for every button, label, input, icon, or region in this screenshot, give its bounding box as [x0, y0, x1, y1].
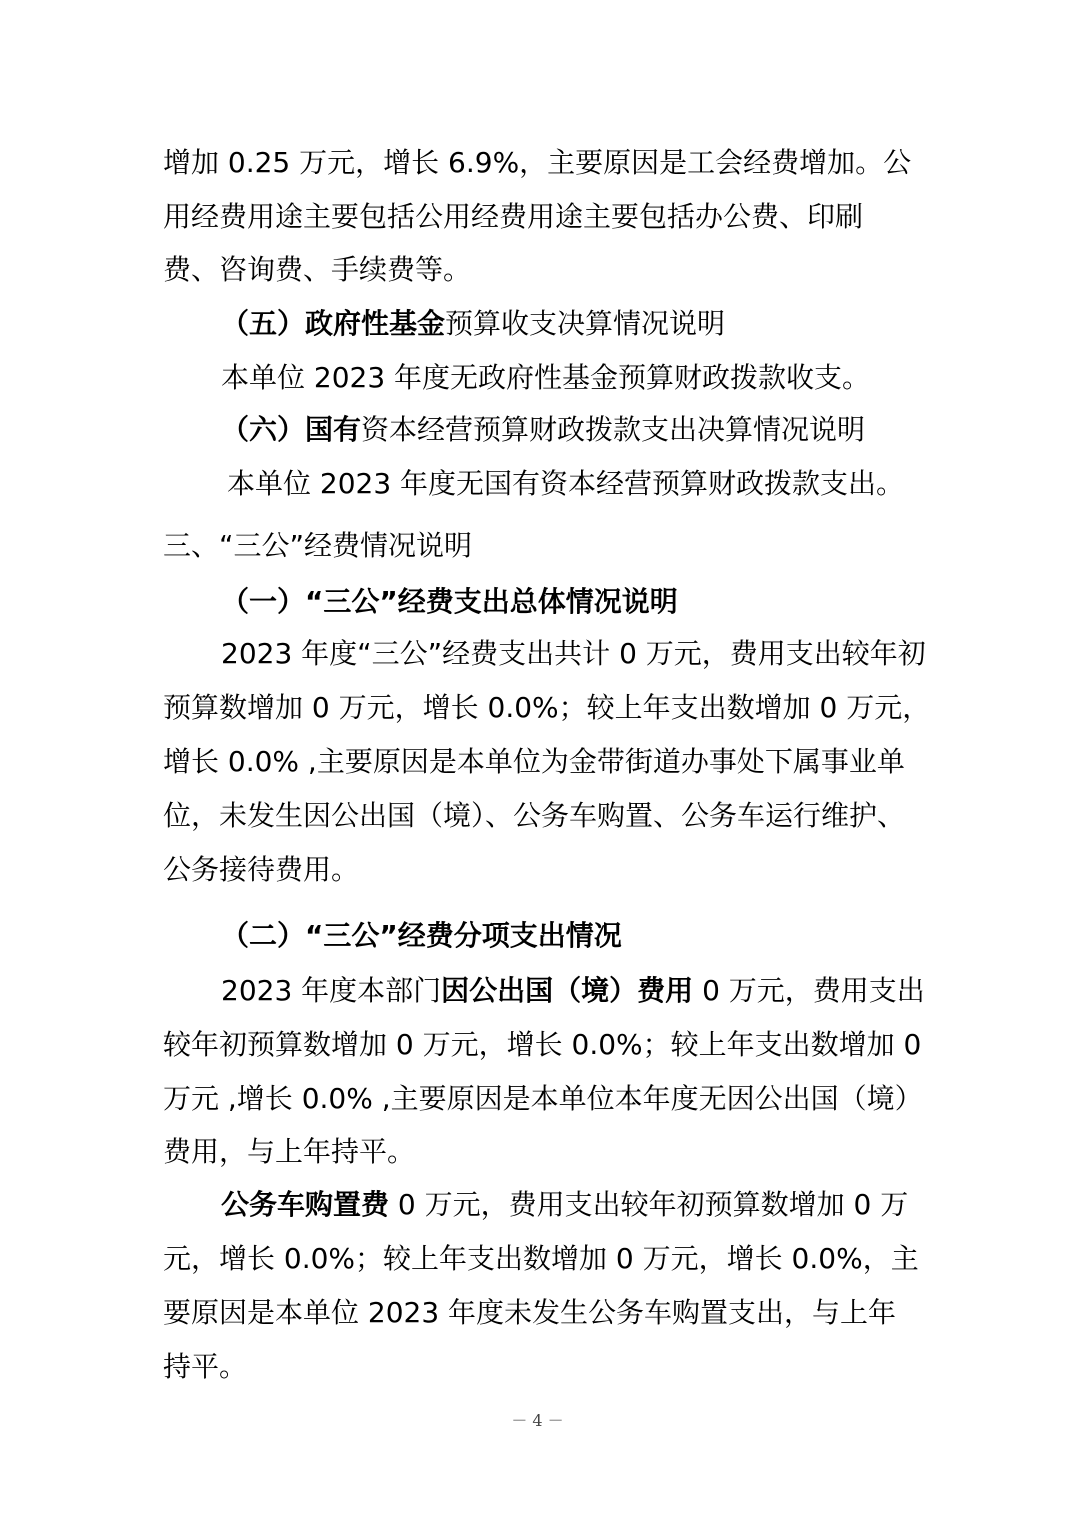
heading-bold-part: （六）国有	[221, 413, 362, 446]
paragraph-line: 本单位 2023 年度无政府性基金预算财政拨款收支。	[221, 361, 871, 394]
section-heading-6	[221, 412, 865, 448]
heading-rest-part: 预算收支决算情况说明	[445, 307, 726, 340]
paragraph-line: 增加 0.25 万元，增长 6.9%，主要原因是工会经费增加。公	[163, 146, 912, 179]
heading-bold-part: （五）政府性基金	[221, 307, 446, 340]
paragraph-line: 万元 ,增长 0.0% ,主要原因是本单位本年度无因公出国（境）	[163, 1082, 923, 1115]
bold-term: 因公出国（境）费用	[441, 974, 694, 1007]
paragraph-line: 用经费用途主要包括公用经费用途主要包括办公费、印刷	[163, 200, 864, 233]
section-heading-5	[221, 306, 725, 342]
paragraph-line: 要原因是本单位 2023 年度未发生公务车购置支出，与上年	[163, 1296, 897, 1329]
section-heading-3: 三、“三公”经费情况说明	[163, 529, 473, 562]
paragraph-travel	[221, 973, 925, 1009]
text-part: 0 万元，费用支出	[693, 974, 925, 1007]
subsection-heading-2: （二）“三公”经费分项支出情况	[221, 919, 622, 952]
paragraph-line: 较年初预算数增加 0 万元，增长 0.0%；较上年支出数增加 0	[163, 1028, 922, 1061]
text-part: 2023 年度本部门	[221, 974, 442, 1007]
bold-term: 公务车购置费	[221, 1188, 390, 1221]
heading-rest-part: 资本经营预算财政拨款支出决算情况说明	[361, 413, 866, 446]
paragraph-line: 预算数增加 0 万元，增长 0.0%；较上年支出数增加 0 万元，	[163, 691, 931, 724]
paragraph-line: 费、咨询费、手续费等。	[163, 253, 472, 286]
paragraph-line: 费用，与上年持平。	[163, 1135, 416, 1168]
paragraph-car	[221, 1187, 908, 1223]
paragraph-line: 位，未发生因公出国（境）、公务车购置、公务车运行维护、	[163, 799, 906, 832]
page-number: － 4 －	[511, 1411, 564, 1430]
paragraph-line: 本单位 2023 年度无国有资本经营预算财政拨款支出。	[227, 467, 905, 500]
paragraph-line: 持平。	[163, 1350, 248, 1383]
subsection-heading-1: （一）“三公”经费支出总体情况说明	[221, 585, 678, 618]
paragraph-line: 2023 年度“三公”经费支出共计 0 万元，费用支出较年初	[221, 637, 926, 670]
paragraph-line: 元，增长 0.0%；较上年支出数增加 0 万元，增长 0.0%，主	[163, 1242, 919, 1275]
paragraph-line: 增长 0.0% ,主要原因是本单位为金带街道办事处下属事业单	[163, 745, 905, 778]
paragraph-line: 公务接待费用。	[163, 853, 360, 886]
text-part: 0 万元，费用支出较年初预算数增加 0 万	[389, 1188, 909, 1221]
